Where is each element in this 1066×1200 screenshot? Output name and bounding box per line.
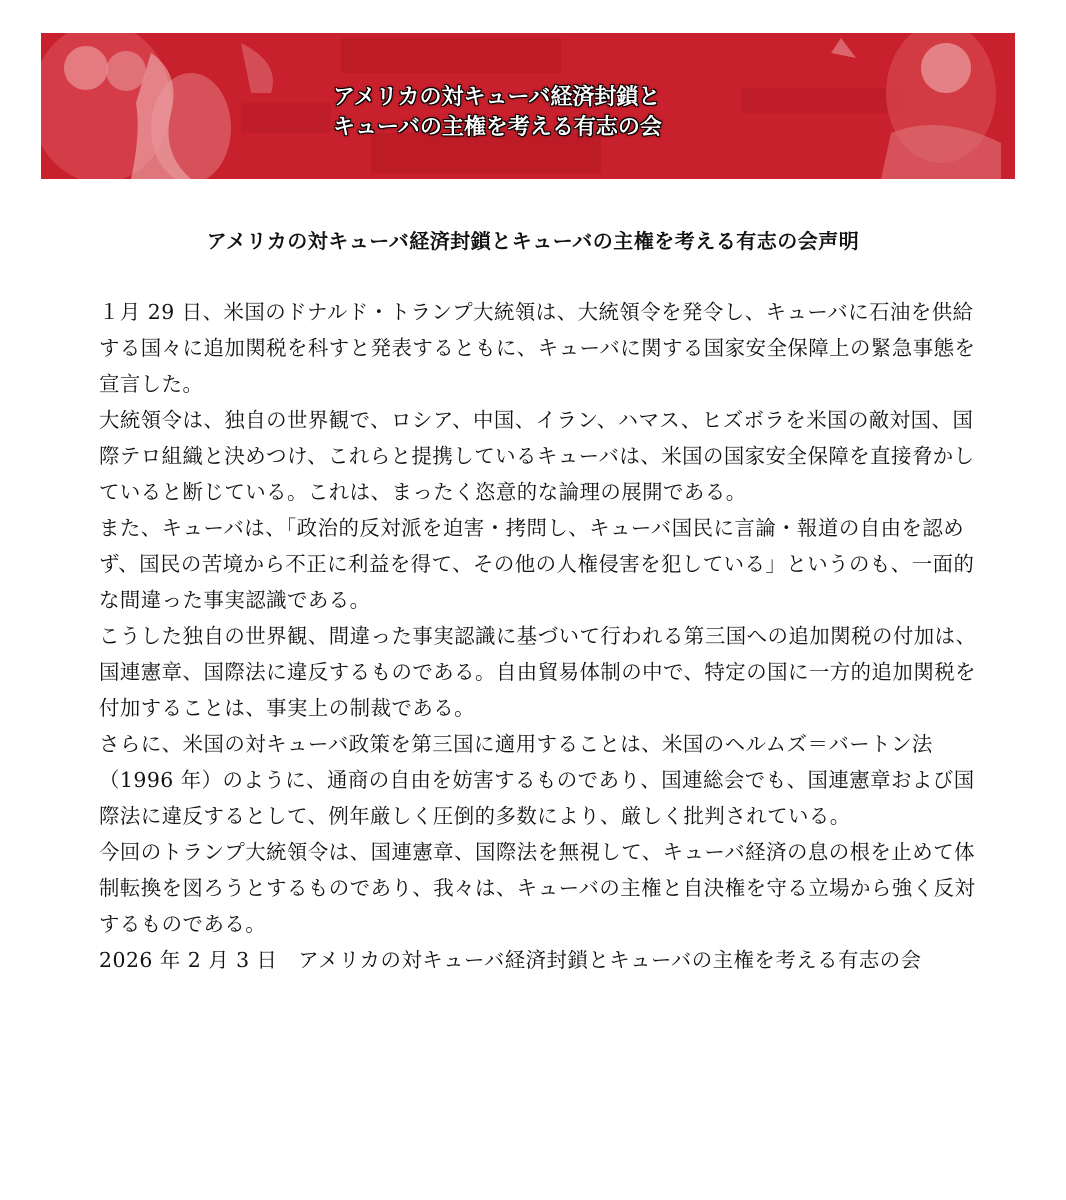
banner-title [333, 83, 793, 143]
paragraph-6: 今回のトランプ大統領令は、国連憲章、国際法を無視して、キューバ経済の息の根を止めて体制転換を図ろうとするものであり、我々は、キューバの主権と自決権を守る立場から強く反対するものである。 [99, 840, 976, 936]
signature-line: 2026 年 2 月 3 日 アメリカの対キューバ経済封鎖とキューバの主権を考える有志の会 [99, 948, 922, 972]
paragraph-2: 大統領令は、独自の世界観で、ロシア、中国、イラン、ハマス、ヒズボラを米国の敵対国、国際テロ組織と決めつけ、これらと提携しているキューバは、米国の国家安全保障を直接脅かしていると断じている。これは、まったく恣意的な論理の展開である。 [99, 408, 975, 504]
banner-title-line-2: キューバの主権を考える有志の会 [333, 115, 662, 140]
paragraph-1: １月 29 日、米国のドナルド・トランプ大統領は、大統領令を発令し、キューバに石油を供給する国々に追加関税を科すと発表するともに、キューバに関する国家安全保障上の緊急事態を宣言した。 [99, 300, 976, 396]
statement-title: アメリカの対キューバ経済封鎖とキューバの主権を考える有志の会声明 [206, 229, 860, 253]
statement-body [99, 294, 979, 978]
banner-title-line-1: アメリカの対キューバ経済封鎖と [333, 85, 661, 110]
paragraph-3: また、キューバは、「政治的反対派を迫害・拷問し、キューバ国民に言論・報道の自由を認めず、国民の苦境から不正に利益を得て、その他の人権侵害を犯している」というのも、一面的な間違った事実認識である。 [99, 516, 975, 612]
paragraph-4: こうした独自の世界観、間違った事実認識に基づいて行われる第三国への追加関税の付加は、国連憲章、国際法に違反するものである。自由貿易体制の中で、特定の国に一方的追加関税を付加することは、事実上の制裁である。 [99, 624, 977, 720]
paragraph-5: さらに、米国の対キューバ政策を第三国に適用することは、米国のヘルムズ＝バートン法（1996 年）のように、通商の自由を妨害するものであり、国連総会でも、国連憲章および国際法に違反するとして、例年厳しく圧倒的多数により、厳しく批判されている。 [99, 732, 975, 828]
header-banner [41, 33, 1015, 179]
